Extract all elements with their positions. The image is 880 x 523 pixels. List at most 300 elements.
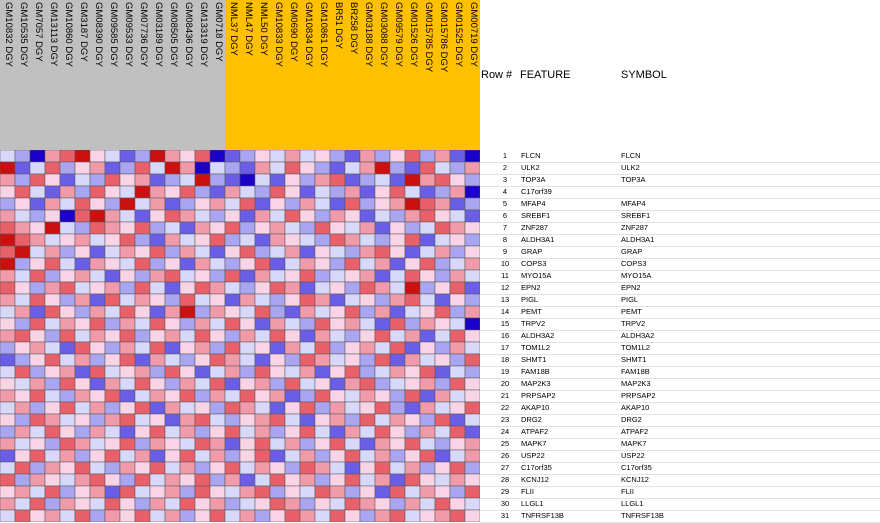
heatmap-cell[interactable]	[105, 198, 120, 210]
heatmap-cell[interactable]	[135, 486, 150, 498]
heatmap-cell[interactable]	[240, 162, 255, 174]
heatmap-cell[interactable]	[330, 354, 345, 366]
heatmap-cell[interactable]	[210, 354, 225, 366]
heatmap-cell[interactable]	[150, 150, 165, 162]
heatmap-cell[interactable]	[255, 354, 270, 366]
heatmap-cell[interactable]	[120, 414, 135, 426]
heatmap-cell[interactable]	[225, 174, 240, 186]
heatmap-cell[interactable]	[345, 378, 360, 390]
heatmap-cell[interactable]	[90, 486, 105, 498]
heatmap-cell[interactable]	[105, 330, 120, 342]
heatmap-cell[interactable]	[195, 150, 210, 162]
heatmap-cell[interactable]	[330, 402, 345, 414]
heatmap-cell[interactable]	[105, 378, 120, 390]
heatmap-cell[interactable]	[450, 498, 465, 510]
column-label[interactable]	[375, 2, 390, 150]
heatmap-cell[interactable]	[0, 162, 15, 174]
heatmap-cell[interactable]	[390, 474, 405, 486]
column-label[interactable]	[180, 2, 195, 150]
heatmap-cell[interactable]	[330, 330, 345, 342]
heatmap-cell[interactable]	[330, 414, 345, 426]
heatmap-cell[interactable]	[45, 390, 60, 402]
heatmap-cell[interactable]	[240, 174, 255, 186]
heatmap-cell[interactable]	[270, 318, 285, 330]
heatmap-cell[interactable]	[30, 426, 45, 438]
heatmap-cell[interactable]	[405, 294, 420, 306]
heatmap-cell[interactable]	[30, 174, 45, 186]
heatmap-cell[interactable]	[345, 450, 360, 462]
heatmap-cell[interactable]	[0, 450, 15, 462]
heatmap-cell[interactable]	[240, 498, 255, 510]
heatmap-cell[interactable]	[105, 162, 120, 174]
heatmap-cell[interactable]	[165, 378, 180, 390]
heatmap-cell[interactable]	[375, 210, 390, 222]
heatmap-cell[interactable]	[420, 402, 435, 414]
heatmap-cell[interactable]	[165, 258, 180, 270]
heatmap-cell[interactable]	[45, 498, 60, 510]
heatmap-cell[interactable]	[375, 198, 390, 210]
heatmap-cell[interactable]	[465, 258, 480, 270]
heatmap-cell[interactable]	[300, 426, 315, 438]
heatmap-cell[interactable]	[300, 402, 315, 414]
heatmap-cell[interactable]	[90, 474, 105, 486]
heatmap-cell[interactable]	[15, 486, 30, 498]
heatmap-cell[interactable]	[180, 414, 195, 426]
heatmap-cell[interactable]	[375, 414, 390, 426]
heatmap-cell[interactable]	[120, 342, 135, 354]
heatmap-cell[interactable]	[0, 426, 15, 438]
heatmap-cell[interactable]	[90, 426, 105, 438]
heatmap-cell[interactable]	[270, 174, 285, 186]
heatmap-cell[interactable]	[165, 222, 180, 234]
heatmap-cell[interactable]	[0, 306, 15, 318]
heatmap-cell[interactable]	[240, 330, 255, 342]
heatmap-cell[interactable]	[375, 330, 390, 342]
heatmap-cell[interactable]	[375, 450, 390, 462]
heatmap-cell[interactable]	[240, 318, 255, 330]
heatmap-cell[interactable]	[435, 390, 450, 402]
heatmap-cell[interactable]	[0, 498, 15, 510]
heatmap-cell[interactable]	[435, 474, 450, 486]
heatmap-cell[interactable]	[420, 270, 435, 282]
heatmap-cell[interactable]	[435, 186, 450, 198]
heatmap-cell[interactable]	[180, 210, 195, 222]
heatmap-cell[interactable]	[120, 210, 135, 222]
heatmap-cell[interactable]	[75, 474, 90, 486]
heatmap-cell[interactable]	[0, 258, 15, 270]
heatmap-cell[interactable]	[405, 318, 420, 330]
heatmap-cell[interactable]	[285, 414, 300, 426]
heatmap-cell[interactable]	[15, 390, 30, 402]
heatmap-cell[interactable]	[180, 354, 195, 366]
heatmap-cell[interactable]	[60, 366, 75, 378]
column-label[interactable]	[15, 2, 30, 150]
heatmap-cell[interactable]	[45, 318, 60, 330]
heatmap-cell[interactable]	[45, 270, 60, 282]
heatmap-cell[interactable]	[45, 426, 60, 438]
heatmap-cell[interactable]	[135, 318, 150, 330]
heatmap-cell[interactable]	[255, 186, 270, 198]
heatmap-cell[interactable]	[135, 462, 150, 474]
heatmap-cell[interactable]	[255, 210, 270, 222]
heatmap-cell[interactable]	[150, 294, 165, 306]
heatmap-cell[interactable]	[225, 330, 240, 342]
heatmap-cell[interactable]	[180, 378, 195, 390]
heatmap-cell[interactable]	[450, 414, 465, 426]
heatmap-cell[interactable]	[420, 438, 435, 450]
heatmap-cell[interactable]	[165, 174, 180, 186]
heatmap-cell[interactable]	[165, 426, 180, 438]
heatmap-cell[interactable]	[0, 486, 15, 498]
heatmap-cell[interactable]	[105, 342, 120, 354]
heatmap-cell[interactable]	[330, 342, 345, 354]
heatmap-cell[interactable]	[420, 474, 435, 486]
heatmap-cell[interactable]	[375, 258, 390, 270]
heatmap-cell[interactable]	[255, 510, 270, 522]
heatmap-cell[interactable]	[45, 486, 60, 498]
column-label[interactable]	[270, 2, 285, 150]
heatmap-cell[interactable]	[285, 186, 300, 198]
heatmap-cell[interactable]	[180, 462, 195, 474]
heatmap-cell[interactable]	[405, 150, 420, 162]
heatmap-cell[interactable]	[420, 498, 435, 510]
heatmap-cell[interactable]	[270, 438, 285, 450]
heatmap-cell[interactable]	[360, 462, 375, 474]
heatmap-cell[interactable]	[195, 246, 210, 258]
heatmap-cell[interactable]	[255, 294, 270, 306]
heatmap-cell[interactable]	[255, 486, 270, 498]
heatmap-cell[interactable]	[120, 330, 135, 342]
heatmap-cell[interactable]	[45, 234, 60, 246]
heatmap-cell[interactable]	[300, 150, 315, 162]
column-label[interactable]	[105, 2, 120, 150]
heatmap-cell[interactable]	[195, 282, 210, 294]
heatmap-cell[interactable]	[90, 354, 105, 366]
heatmap-cell[interactable]	[15, 414, 30, 426]
heatmap-cell[interactable]	[60, 402, 75, 414]
heatmap-cell[interactable]	[315, 450, 330, 462]
heatmap-cell[interactable]	[75, 282, 90, 294]
heatmap-cell[interactable]	[195, 330, 210, 342]
heatmap-cell[interactable]	[180, 234, 195, 246]
heatmap-cell[interactable]	[45, 450, 60, 462]
heatmap-cell[interactable]	[255, 270, 270, 282]
heatmap-cell[interactable]	[240, 426, 255, 438]
heatmap-cell[interactable]	[315, 282, 330, 294]
heatmap-cell[interactable]	[180, 246, 195, 258]
heatmap-cell[interactable]	[405, 438, 420, 450]
heatmap-cell[interactable]	[255, 366, 270, 378]
heatmap-cell[interactable]	[255, 174, 270, 186]
heatmap-cell[interactable]	[240, 306, 255, 318]
heatmap-cell[interactable]	[60, 390, 75, 402]
heatmap-cell[interactable]	[60, 486, 75, 498]
heatmap-cell[interactable]	[390, 186, 405, 198]
heatmap-cell[interactable]	[135, 414, 150, 426]
heatmap-cell[interactable]	[135, 390, 150, 402]
heatmap-cell[interactable]	[135, 270, 150, 282]
heatmap-cell[interactable]	[75, 462, 90, 474]
heatmap-cell[interactable]	[360, 318, 375, 330]
heatmap-cell[interactable]	[465, 474, 480, 486]
heatmap-cell[interactable]	[210, 438, 225, 450]
heatmap-cell[interactable]	[450, 282, 465, 294]
heatmap-cell[interactable]	[210, 510, 225, 522]
heatmap-cell[interactable]	[465, 150, 480, 162]
heatmap-cell[interactable]	[105, 318, 120, 330]
heatmap-cell[interactable]	[405, 162, 420, 174]
heatmap-cell[interactable]	[60, 162, 75, 174]
heatmap-cell[interactable]	[360, 222, 375, 234]
heatmap-cell[interactable]	[90, 150, 105, 162]
heatmap-cell[interactable]	[0, 198, 15, 210]
column-label[interactable]	[330, 2, 345, 150]
heatmap-cell[interactable]	[0, 414, 15, 426]
heatmap-cell[interactable]	[180, 498, 195, 510]
heatmap-cell[interactable]	[135, 198, 150, 210]
heatmap-cell[interactable]	[120, 390, 135, 402]
heatmap-cell[interactable]	[105, 186, 120, 198]
heatmap-cell[interactable]	[300, 210, 315, 222]
heatmap-cell[interactable]	[135, 474, 150, 486]
heatmap-cell[interactable]	[30, 462, 45, 474]
column-label[interactable]	[90, 2, 105, 150]
heatmap-cell[interactable]	[150, 510, 165, 522]
heatmap-cell[interactable]	[75, 162, 90, 174]
heatmap-cell[interactable]	[375, 474, 390, 486]
heatmap-cell[interactable]	[90, 366, 105, 378]
heatmap-cell[interactable]	[105, 390, 120, 402]
heatmap-cell[interactable]	[210, 222, 225, 234]
heatmap-cell[interactable]	[225, 390, 240, 402]
heatmap-cell[interactable]	[450, 426, 465, 438]
heatmap-cell[interactable]	[300, 498, 315, 510]
heatmap-cell[interactable]	[435, 234, 450, 246]
heatmap-cell[interactable]	[435, 210, 450, 222]
heatmap-cell[interactable]	[120, 198, 135, 210]
heatmap-cell[interactable]	[255, 342, 270, 354]
heatmap-cell[interactable]	[270, 162, 285, 174]
heatmap-cell[interactable]	[120, 282, 135, 294]
heatmap-cell[interactable]	[345, 246, 360, 258]
heatmap-cell[interactable]	[45, 246, 60, 258]
heatmap-cell[interactable]	[210, 282, 225, 294]
heatmap-cell[interactable]	[465, 210, 480, 222]
heatmap-cell[interactable]	[225, 258, 240, 270]
column-label[interactable]	[420, 2, 435, 150]
heatmap-cell[interactable]	[330, 390, 345, 402]
heatmap-cell[interactable]	[90, 294, 105, 306]
heatmap-cell[interactable]	[285, 318, 300, 330]
heatmap-cell[interactable]	[90, 246, 105, 258]
heatmap-cell[interactable]	[15, 474, 30, 486]
heatmap-cell[interactable]	[120, 378, 135, 390]
heatmap-cell[interactable]	[225, 342, 240, 354]
heatmap-cell[interactable]	[165, 282, 180, 294]
heatmap-cell[interactable]	[0, 438, 15, 450]
heatmap-cell[interactable]	[270, 402, 285, 414]
heatmap-cell[interactable]	[420, 186, 435, 198]
heatmap-cell[interactable]	[75, 174, 90, 186]
heatmap-cell[interactable]	[0, 318, 15, 330]
heatmap-cell[interactable]	[375, 270, 390, 282]
heatmap-cell[interactable]	[240, 210, 255, 222]
heatmap-cell[interactable]	[75, 318, 90, 330]
heatmap-cell[interactable]	[255, 426, 270, 438]
heatmap-cell[interactable]	[75, 294, 90, 306]
heatmap-cell[interactable]	[375, 246, 390, 258]
heatmap-cell[interactable]	[15, 282, 30, 294]
heatmap-cell[interactable]	[375, 510, 390, 522]
heatmap-cell[interactable]	[465, 486, 480, 498]
heatmap-cell[interactable]	[390, 270, 405, 282]
heatmap-cell[interactable]	[165, 414, 180, 426]
heatmap-cell[interactable]	[225, 510, 240, 522]
heatmap-cell[interactable]	[390, 258, 405, 270]
heatmap-cell[interactable]	[45, 150, 60, 162]
heatmap-cell[interactable]	[195, 222, 210, 234]
heatmap-cell[interactable]	[450, 462, 465, 474]
heatmap-cell[interactable]	[120, 498, 135, 510]
heatmap-cell[interactable]	[345, 270, 360, 282]
heatmap-cell[interactable]	[105, 354, 120, 366]
heatmap-cell[interactable]	[90, 378, 105, 390]
heatmap-cell[interactable]	[345, 486, 360, 498]
heatmap-cell[interactable]	[240, 342, 255, 354]
heatmap-cell[interactable]	[285, 462, 300, 474]
column-label[interactable]	[255, 2, 270, 150]
heatmap-cell[interactable]	[60, 450, 75, 462]
heatmap-cell[interactable]	[315, 474, 330, 486]
heatmap-cell[interactable]	[255, 438, 270, 450]
heatmap-cell[interactable]	[345, 318, 360, 330]
heatmap-cell[interactable]	[165, 402, 180, 414]
heatmap-cell[interactable]	[195, 162, 210, 174]
heatmap-cell[interactable]	[90, 330, 105, 342]
heatmap-cell[interactable]	[405, 234, 420, 246]
heatmap-cell[interactable]	[165, 438, 180, 450]
heatmap-cell[interactable]	[120, 462, 135, 474]
heatmap-cell[interactable]	[435, 174, 450, 186]
heatmap-cell[interactable]	[330, 162, 345, 174]
heatmap-cell[interactable]	[450, 258, 465, 270]
heatmap-cell[interactable]	[45, 414, 60, 426]
heatmap-cell[interactable]	[240, 390, 255, 402]
heatmap-cell[interactable]	[210, 306, 225, 318]
heatmap-cell[interactable]	[225, 270, 240, 282]
heatmap-cell[interactable]	[165, 510, 180, 522]
heatmap-cell[interactable]	[285, 510, 300, 522]
heatmap-cell[interactable]	[330, 186, 345, 198]
heatmap-cell[interactable]	[405, 378, 420, 390]
heatmap-cell[interactable]	[465, 510, 480, 522]
heatmap-cell[interactable]	[165, 462, 180, 474]
heatmap-cell[interactable]	[15, 246, 30, 258]
heatmap-cell[interactable]	[390, 162, 405, 174]
heatmap-cell[interactable]	[300, 438, 315, 450]
heatmap-cell[interactable]	[465, 294, 480, 306]
heatmap-cell[interactable]	[285, 390, 300, 402]
heatmap-cell[interactable]	[360, 342, 375, 354]
heatmap-cell[interactable]	[105, 150, 120, 162]
column-label[interactable]	[0, 2, 15, 150]
heatmap-cell[interactable]	[60, 330, 75, 342]
heatmap-cell[interactable]	[75, 198, 90, 210]
heatmap-cell[interactable]	[390, 282, 405, 294]
heatmap-cell[interactable]	[375, 294, 390, 306]
heatmap-cell[interactable]	[180, 282, 195, 294]
heatmap-cell[interactable]	[15, 210, 30, 222]
heatmap-cell[interactable]	[465, 498, 480, 510]
column-label[interactable]	[345, 2, 360, 150]
heatmap-cell[interactable]	[60, 150, 75, 162]
heatmap-cell[interactable]	[360, 414, 375, 426]
heatmap-cell[interactable]	[420, 318, 435, 330]
heatmap-cell[interactable]	[450, 210, 465, 222]
heatmap-cell[interactable]	[465, 342, 480, 354]
heatmap-cell[interactable]	[405, 450, 420, 462]
heatmap-cell[interactable]	[270, 426, 285, 438]
heatmap-cell[interactable]	[450, 174, 465, 186]
heatmap-cell[interactable]	[195, 342, 210, 354]
heatmap-cell[interactable]	[150, 186, 165, 198]
heatmap-cell[interactable]	[405, 390, 420, 402]
heatmap-cell[interactable]	[270, 462, 285, 474]
heatmap-cell[interactable]	[105, 306, 120, 318]
heatmap-cell[interactable]	[90, 510, 105, 522]
heatmap-cell[interactable]	[405, 282, 420, 294]
heatmap-cell[interactable]	[285, 366, 300, 378]
heatmap-cell[interactable]	[405, 402, 420, 414]
heatmap-cell[interactable]	[45, 510, 60, 522]
heatmap-cell[interactable]	[165, 246, 180, 258]
heatmap-cell[interactable]	[225, 210, 240, 222]
heatmap-cell[interactable]	[150, 342, 165, 354]
heatmap-cell[interactable]	[135, 282, 150, 294]
heatmap-cell[interactable]	[390, 462, 405, 474]
heatmap-cell[interactable]	[210, 186, 225, 198]
heatmap-cell[interactable]	[120, 246, 135, 258]
heatmap-cell[interactable]	[75, 414, 90, 426]
heatmap-cell[interactable]	[450, 222, 465, 234]
heatmap-cell[interactable]	[30, 378, 45, 390]
heatmap-cell[interactable]	[135, 426, 150, 438]
heatmap-cell[interactable]	[150, 402, 165, 414]
heatmap-cell[interactable]	[180, 162, 195, 174]
heatmap-cell[interactable]	[390, 222, 405, 234]
heatmap-cell[interactable]	[135, 342, 150, 354]
heatmap-cell[interactable]	[180, 294, 195, 306]
heatmap-cell[interactable]	[210, 258, 225, 270]
heatmap-cell[interactable]	[300, 234, 315, 246]
heatmap-cell[interactable]	[195, 414, 210, 426]
heatmap-cell[interactable]	[255, 462, 270, 474]
heatmap-cell[interactable]	[315, 342, 330, 354]
heatmap-cell[interactable]	[135, 186, 150, 198]
heatmap-cell[interactable]	[30, 150, 45, 162]
heatmap-cell[interactable]	[375, 342, 390, 354]
heatmap-cell[interactable]	[150, 474, 165, 486]
heatmap-cell[interactable]	[120, 354, 135, 366]
heatmap-cell[interactable]	[345, 198, 360, 210]
heatmap-cell[interactable]	[165, 450, 180, 462]
heatmap-cell[interactable]	[435, 150, 450, 162]
heatmap-cell[interactable]	[375, 486, 390, 498]
heatmap-cell[interactable]	[435, 294, 450, 306]
column-label[interactable]	[120, 2, 135, 150]
heatmap-cell[interactable]	[285, 258, 300, 270]
heatmap-cell[interactable]	[345, 498, 360, 510]
